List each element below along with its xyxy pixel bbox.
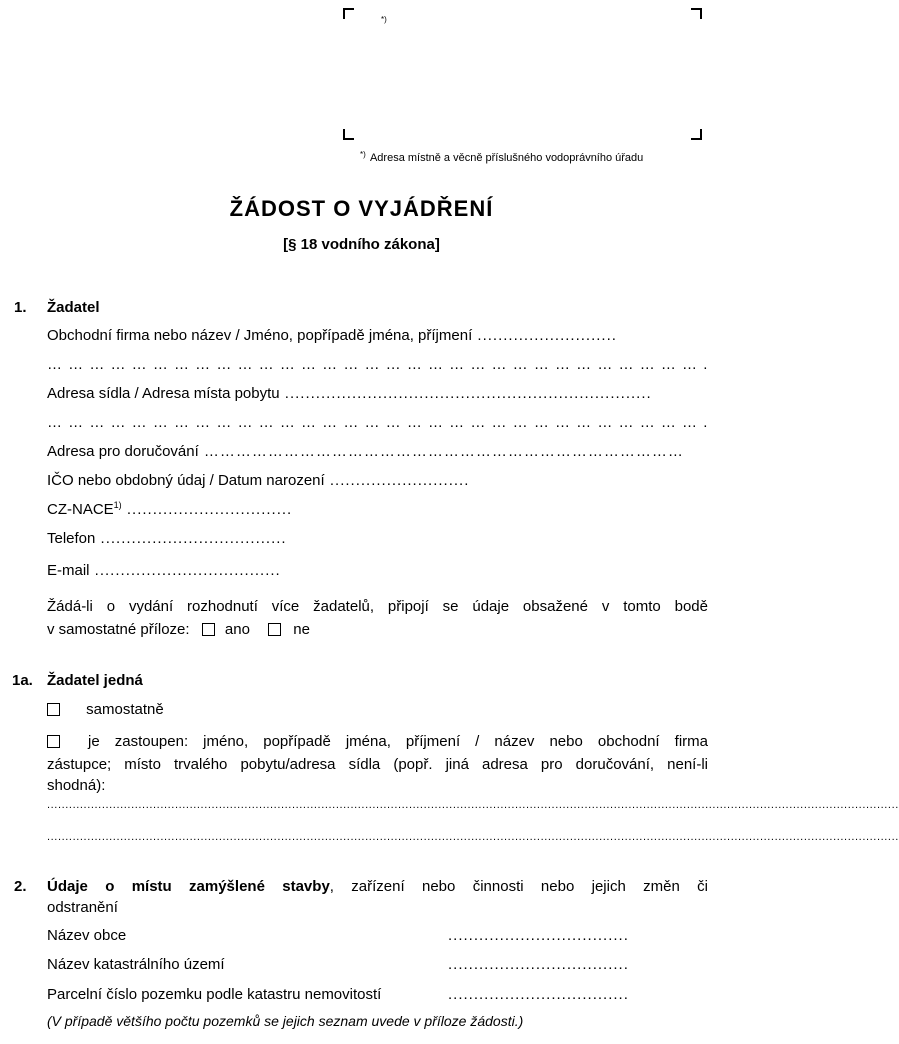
parcel-field[interactable]: ...................................	[448, 986, 629, 1003]
checkbox-self[interactable]	[47, 703, 60, 716]
parcel-note: (V případě většího počtu pozemků se jejich seznam uvede v příloze žádosti.)	[47, 1013, 524, 1029]
parcel-label: Parcelní číslo pozemku podle katastru nemovitostí	[47, 986, 382, 1003]
represented-checkbox-wrap	[47, 733, 60, 750]
address-corner-top-right	[691, 8, 702, 19]
applicant-address-label: Adresa sídla / Adresa místa pobytu	[47, 385, 280, 402]
applicant-name-continuation[interactable]: … … … … … … … … … … … … … … … … … … … … … … … … … … … … … … … .	[47, 356, 709, 373]
address-corner-bottom-left	[343, 129, 354, 140]
applicant-address-field[interactable]: Adresa sídla / Adresa místa pobytu .......................................................................	[47, 385, 652, 402]
multi-applicant-text: Žádá-li o vydání rozhodnutí více žadatelů, připojí se údaje obsažené v tomto bodě	[47, 598, 708, 615]
phone-field[interactable]: Telefon ....................................	[47, 530, 287, 547]
email-label: E-mail	[47, 562, 90, 579]
address-footnote	[360, 148, 643, 165]
section1a-heading: Žadatel jedná	[47, 672, 143, 689]
represented-text-3: shodná):	[47, 777, 106, 794]
cadastral-field[interactable]: ...................................	[448, 956, 629, 973]
delivery-address-field[interactable]: Adresa pro doručování ………………………………………………………………………………	[47, 443, 684, 460]
representative-fill-line-1[interactable]: .........................................................................................................................................................................................................................................	[47, 799, 899, 811]
represented-text-2: zástupce; místo trvalého pobytu/adresa sídla (popř. jiná adresa pro doručování, není-li	[47, 756, 708, 773]
applicant-name-field[interactable]: Obchodní firma nebo název / Jméno, popřípadě jména, příjmení ...........................	[47, 327, 617, 344]
email-field[interactable]: E-mail ....................................	[47, 562, 281, 579]
acts-self-option	[47, 701, 164, 718]
address-corner-bottom-right	[691, 129, 702, 140]
section1-heading: Žadatel	[47, 299, 100, 316]
self-label: samostatně	[86, 701, 164, 718]
footnote-mark: *)	[360, 150, 366, 159]
multi-applicant-choice	[47, 621, 310, 638]
checkbox-multi-no[interactable]	[268, 623, 281, 636]
footnote-text: Adresa místně a věcně příslušného vodoprávního úřadu	[369, 152, 644, 164]
checkbox-multi-yes[interactable]	[202, 623, 215, 636]
multi-yes-label: ano	[224, 621, 250, 638]
cadastral-label: Název katastrálního území	[47, 956, 225, 973]
municipality-label: Název obce	[47, 927, 127, 944]
section1a-number: 1a.	[12, 672, 33, 689]
ico-label: IČO nebo obdobný údaj / Datum narození	[47, 472, 325, 489]
municipality-field[interactable]: ...................................	[448, 927, 629, 944]
multi-no-label: ne	[293, 621, 310, 638]
phone-label: Telefon	[47, 530, 96, 547]
ico-field[interactable]: IČO nebo obdobný údaj / Datum narození ...........................	[47, 472, 470, 489]
section2-heading-line2: odstranění	[47, 899, 118, 916]
address-corner-top-left	[343, 8, 354, 19]
multi-applicant-text-2: v samostatné příloze:	[47, 621, 190, 638]
nace-label: CZ-NACE	[47, 501, 114, 518]
section2-number: 2.	[14, 878, 27, 895]
applicant-address-continuation[interactable]: … … … … … … … … … … … … … … … … … … … … … … … … … … … … … … … .	[47, 414, 709, 431]
checkbox-represented[interactable]	[47, 735, 60, 748]
represented-text-1: je zastoupen: jméno, popřípadě jména, příjmení / název nebo obchodní firma	[88, 733, 708, 750]
nace-footnote-ref: 1)	[113, 500, 122, 510]
section2-heading-rest: , zařízení nebo činnosti nebo jejich změn či	[329, 878, 708, 895]
nace-field[interactable]: CZ-NACE$^{1)}$ ................................	[47, 500, 293, 518]
section2-heading	[47, 878, 708, 895]
section1-number: 1.	[14, 299, 27, 316]
delivery-address-label: Adresa pro doručování	[47, 443, 199, 460]
section2-heading-bold: Údaje o místu zamýšlené stavby	[47, 878, 330, 895]
page-subtitle: [§ 18 vodního zákona]	[283, 236, 440, 253]
applicant-name-label: Obchodní firma nebo název / Jméno, popřípadě jména, příjmení	[47, 327, 473, 344]
representative-fill-line-2[interactable]: .........................................................................................................................................................................................................................................	[47, 831, 899, 843]
page-title: ŽÁDOST O VYJÁDŘENÍ	[229, 196, 494, 221]
address-mark: *)	[381, 15, 387, 24]
